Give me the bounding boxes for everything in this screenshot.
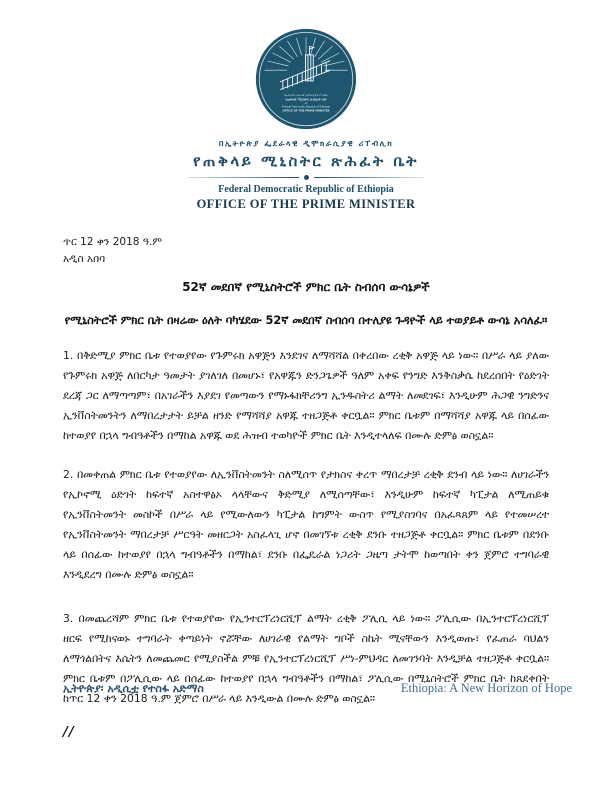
paragraph-2: 2. በመቀጠል ምክር ቤቱ የተወያየው ለኢንቨስትመንት ስለሚሰጥ የታክስና ቀረጥ ማበረታቻ ረቂቅ ደንብ ላይ ነው። ለሀገራችን የኢኮኖሚ ዕድገት ከፍተኛ አስተዋፅኦ ላላቸውና ቅድሚያ ለሚሰጣቸው፣ እንዲሁም ከፍተኛ ካፒታል ለሚጠይቁ የኢንቨስትመንት መስኮች በሥራ ላይ የሚውለውን ካፒታል ከግምት ውስጥ የሚያስገባና በአፈጻጸም ላይ የተመሠረተ የኢንቨስትመንት ማበረታቻ ሥርዓት መዘርጋት አስፈላጊ ሆኖ በመገኘቱ ረቂቅ ደንቡ ተዘጋጅቶ ቀርቧል። ምክር ቤቱም በደንቡ ላይ በሰፊው ከተወያየ በኋላ ግብዓቶችን በማከል፣ ደንቡ በፌዴራል ነጋሪት ጋዜጣ ታትሞ ከወጣበት ቀን ጀምሮ ተግባራዊ እንዲደረግ በሙሉ ድምፅ ወስኗል።	[63, 468, 549, 581]
dateline	[63, 234, 549, 268]
svg-text:የጠቅላይ ሚኒስትር ጽሕፈት ቤት: የጠቅላይ ሚኒስትር ጽሕፈት ቤት	[285, 97, 327, 102]
divider-line-right	[314, 177, 426, 178]
svg-text:በኢትዮጵያ ፌደራላዊ ዲሞክራሲያዊ ሪፐብሊክ: በኢትዮጵያ ፌደራላዊ ዲሞክራሲያዊ ሪፐብሊክ	[284, 93, 328, 97]
pm-office-seal-logo	[253, 26, 359, 132]
letterhead-english-office-name: OFFICE OF THE PRIME MINISTER	[196, 197, 416, 211]
paragraph-1: 1. በቅድሚያ ምክር ቤቱ የተወያየው የጉምሩክ አዋጅን እንደገና ለማሻሻል በቀረበው ረቂቅ አዋጅ ላይ ነው። በሥራ ላይ ያለው የጉምሩክ አዋጅ ለበርካታ ዓመታት ያገለገለ በመሆኑ፣ የአዋጁን ድንጋጌዎች ዓለም አቀፍ የንግድ እንቅስቃሴ ከደረሰበት የዕድገት ደረጃ ጋር ለማጣጣም፣ በአገራችን እያደገ የመጣውን የማኑፋክቸሪንግ ኢንዱስትሪ ልማት ለመደገፍ፣ እንዲሁም ሕጋዊ ንግድንና ኢንቨስትመንትን ለማበረታታት ይቻል ዘንድ የማሻሻያ አዋጁ ተዘጋጅቶ ቀርቧል። ምክር ቤቱም በማሻሻያ አዋጁ ላይ በሰፊው ከተወያየ በኋላ ግብዓቶችን በማከል አዋጁ ወደ ሕዝብ ተወካዮች ምክር ቤት እንዲተላለፍ በሙሉ ድምፅ ወስኗል።	[63, 349, 549, 442]
letterhead-english-republic-line: Federal Democratic Republic of Ethiopia	[218, 184, 394, 195]
letter-city: አዲስ አበባ	[63, 253, 106, 265]
page-footer	[63, 681, 572, 696]
svg-text:OFFICE OF THE PRIME MINISTER: OFFICE OF THE PRIME MINISTER	[282, 109, 330, 113]
document-title: 52ኛ መደበኛ የሚኒስትሮች ምክር ቤት ስብሰባ ውሳኔዎች	[182, 280, 430, 294]
letter-date: ጥር 12 ቀን 2018 ዓ.ም	[63, 236, 163, 248]
letterhead-amharic-office-name: የጠቅላይ ሚኒስትር ጽሕፈት ቤት	[193, 152, 419, 170]
svg-text:Federal Democratic Republic of: Federal Democratic Republic of Ethiopia	[282, 105, 330, 109]
letterhead-amharic-republic-line: በኢትዮጵያ ፌደራላዊ ዲሞክራሲያዊ ሪፐብሊክ	[218, 139, 394, 148]
letterhead	[63, 26, 549, 212]
paragraph-3: 3. በመጨረሻም ምክር ቤቱ የተወያየው የኢንተርፕረነርሺፕ ልማት ረቂቅ ፖሊሲ ላይ ነው። ፖሊሲው በኢንተርፕረነርሺፕ ዘርፍ የሚከናወኑ ተግባራት ቀጣይነት ኖሯቸው ለሀገራዊ የልማት ግቦች ስኬት ሚናቸውን እንዲወጡ፣ የፈጠራ ባህልን ለማጎልበትና እሴትን ለመጨመር የሚያስችል ምቹ የኢንተርፕረነርሺፕ ሥነ-ምህዳር ለመገንባት እንዲቻል ተዘጋጅቶ ቀርቧል። ምክር ቤቱም በፖሊሲው ላይ በሰፊው ከተወያየ በኋላ ግብዓቶችን በማከል፣ ፖሊሲው በሚኒስትሮች ምክር ቤት ከጸደቀበት ከጥር 12 ቀን 2018 ዓ.ም ጀምሮ በሥራ ላይ እንዲውል በሙሉ ድምፅ ወስኗል።	[63, 612, 549, 705]
divider-dot	[304, 175, 309, 180]
letter-body	[63, 346, 549, 709]
divider-line-left	[187, 177, 299, 178]
document-subtitle: የሚኒስትሮች ምክር ቤት በዛሬው ዕለት ባካሄደው 52ኛ መደበኛ ስብሰባ በተለያዩ ጉዳዮች ላይ ተወያይቶ ውሳኔ አሳለፈ።	[64, 314, 548, 327]
footer-motto-amharic: ኢትዮጵያ፡ አዲሲቷ የተስፋ አድማስ	[63, 682, 204, 695]
footer-motto-english: Ethiopia: A New Horizon of Hope	[400, 681, 572, 695]
end-of-letter-mark: //	[63, 724, 75, 740]
letterhead-divider	[187, 175, 425, 180]
